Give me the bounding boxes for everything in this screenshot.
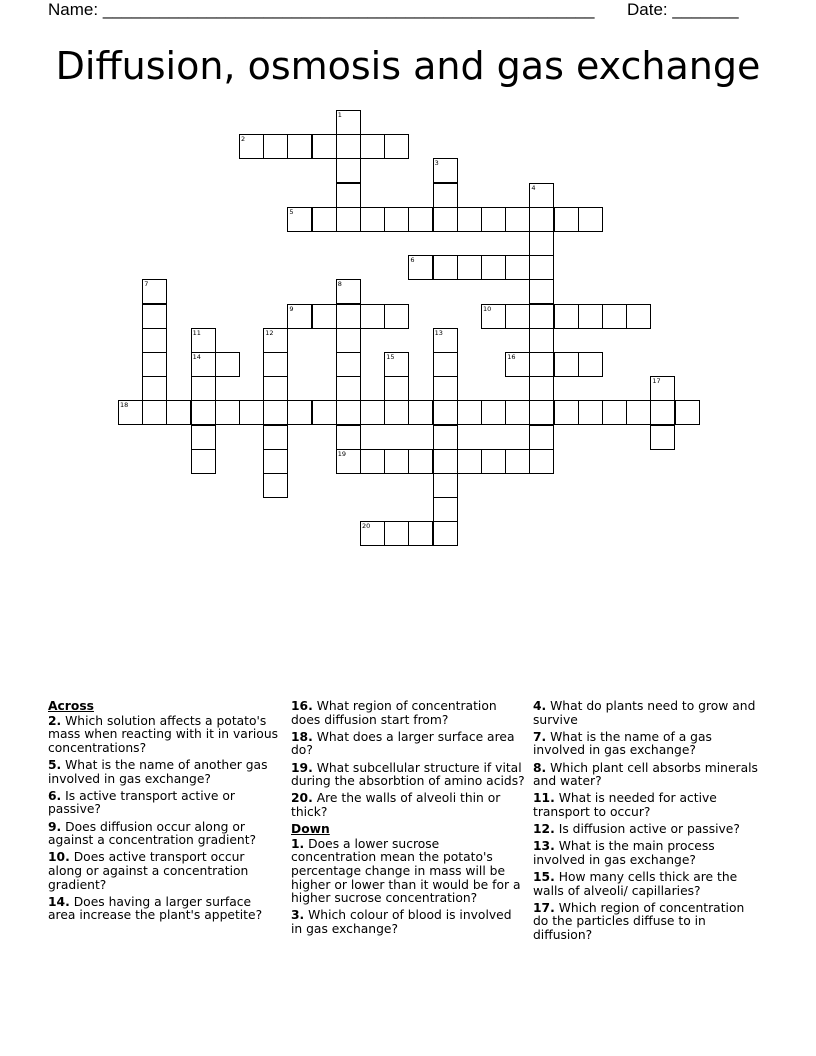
crossword-cell[interactable] [481,304,506,329]
clue-item [48,790,280,817]
clue-number-label: 10. [48,850,70,865]
crossword-cell[interactable] [263,400,288,425]
clue-item [533,823,761,837]
crossword-cell[interactable] [336,425,361,450]
clue-text: Does active transport occur along or against a concentration gradient? [48,850,249,892]
crossword-cell[interactable] [457,449,482,474]
clue-number: 17 [652,377,661,386]
across-heading: Across [48,699,94,713]
crossword-cell[interactable] [263,449,288,474]
clue-text: Are the walls of alveoli thin or thick? [291,791,501,819]
crossword-cell[interactable] [433,473,458,498]
clue-number: 1 [337,111,342,119]
crossword-cell[interactable] [336,376,361,401]
clue-number: 6 [410,256,415,265]
clue-number: 7 [144,280,149,289]
crossword-cell[interactable] [263,376,288,401]
crossword-cell[interactable] [481,400,506,425]
crossword-cell[interactable] [650,376,675,401]
crossword-cell[interactable] [433,521,458,546]
crossword-cell[interactable] [142,376,167,401]
clue-item [48,896,280,923]
clue-number: 15 [386,353,395,361]
crossword-cell[interactable] [360,207,385,232]
crossword-cell[interactable] [602,400,627,425]
crossword-cell[interactable] [384,400,409,425]
crossword-cell[interactable] [529,183,554,208]
clue-number-label: 18. [291,729,313,744]
crossword-cell[interactable] [433,352,458,377]
crossword-cell[interactable] [433,183,458,208]
clue-item [533,840,761,867]
clues-column-3 [533,700,761,946]
crossword-cell[interactable] [481,449,506,474]
crossword-cell[interactable] [675,400,700,425]
clue-item [291,838,525,906]
clue-number-label: 9. [48,819,62,834]
clue-number-label: 11. [533,791,555,806]
clue-number: 18 [120,401,129,410]
crossword-cell[interactable] [529,400,554,425]
crossword-cell[interactable] [142,400,167,425]
crossword-cell[interactable] [433,376,458,401]
clue-number: 14 [192,353,201,361]
crossword-cell[interactable] [408,521,433,546]
clue-number-label: 20. [291,791,313,806]
crossword-cell[interactable] [505,207,530,232]
crossword-cell[interactable] [336,134,361,159]
crossword-cell[interactable] [215,400,240,425]
clue-number-label: 6. [48,788,62,803]
crossword-cell[interactable] [384,352,409,377]
crossword-cell[interactable] [336,400,361,425]
crossword-cell[interactable] [529,255,554,280]
crossword-cell[interactable] [263,352,288,377]
crossword-cell[interactable] [336,110,361,135]
clue-text: Which plant cell absorbs minerals and water? [533,760,758,789]
crossword-cell[interactable] [481,255,506,280]
clue-item [533,700,761,727]
clue-number-label: 1. [291,836,305,851]
crossword-cell[interactable] [263,134,288,159]
crossword-cell[interactable] [602,304,627,329]
crossword-cell[interactable] [433,158,458,183]
clue-text: What do plants need to grow and survive [533,699,756,727]
crossword-cell[interactable] [505,449,530,474]
clue-text: What subcellular structure if vital during the absorbtion of amino acids? [291,760,525,789]
crossword-cell[interactable] [626,304,651,329]
crossword-cell[interactable] [529,449,554,474]
crossword-cell[interactable] [360,304,385,329]
clue-item [291,792,525,819]
clue-item [48,759,280,786]
clue-number-label: 19. [291,760,313,775]
crossword-cell[interactable] [578,352,603,377]
clue-number: 20 [362,522,371,531]
clue-number: 11 [192,328,201,337]
crossword-cell[interactable] [384,521,409,546]
crossword-cell[interactable] [384,449,409,474]
clue-item [291,762,525,789]
name-label: Name: [48,0,99,19]
crossword-cell[interactable] [529,328,554,353]
crossword-cell[interactable] [408,255,433,280]
clue-number-label: 17. [533,900,555,915]
crossword-cell[interactable] [408,207,433,232]
crossword-cell[interactable] [142,279,167,304]
crossword-cell[interactable] [384,376,409,401]
clue-number-label: 15. [533,870,555,885]
clue-text: What does a larger surface area do? [291,729,515,758]
clue-text: Which colour of blood is involved in gas exchange? [291,908,512,936]
clue-item [48,851,280,892]
crossword-cell[interactable] [578,207,603,232]
clue-item [291,700,525,727]
crossword-cell[interactable] [433,328,458,353]
crossword-cell[interactable] [408,449,433,474]
clue-item [533,902,761,943]
clue-number: 5 [289,207,294,216]
crossword-cell[interactable] [529,304,554,329]
crossword-cell[interactable] [336,183,361,208]
clue-text: Which region of concentration do the particles diffuse to in diffusion? [533,900,745,943]
crossword-cell[interactable] [239,400,264,425]
crossword-cell[interactable] [384,207,409,232]
clue-number-label: 3. [291,908,305,923]
crossword-cell[interactable] [481,207,506,232]
clue-number: 3 [434,159,439,168]
clue-item [533,792,761,819]
clue-number: 16 [507,353,516,361]
clue-number-label: 4. [533,699,547,713]
clue-number: 2 [241,135,246,144]
clue-item [533,762,761,789]
clue-number-label: 16. [291,699,313,713]
clue-text: What is the name of another gas involved in gas exchange? [48,757,268,786]
down-heading: Down [291,822,330,837]
crossword-cell[interactable] [360,521,385,546]
crossword-cell[interactable] [529,352,554,377]
crossword-cell[interactable] [287,304,312,329]
clue-text: Does having a larger surface area increase the plant's appetite? [48,894,263,923]
clue-number: 13 [434,328,443,337]
clue-text: What is the name of a gas involved in gas exchange? [533,729,712,758]
crossword-cell[interactable] [505,304,530,329]
crossword-cell[interactable] [457,400,482,425]
crossword-cell[interactable] [215,352,240,377]
clue-number: 10 [483,304,492,313]
crossword-cell[interactable] [505,255,530,280]
crossword-cell[interactable] [457,255,482,280]
crossword-cell[interactable] [433,449,458,474]
clue-number-label: 13. [533,839,555,854]
clue-text: Does a lower sucrose concentration mean the potato's percentage change in mass will be higher or lower than it would be for a higher sucrose concentration? [291,836,521,906]
crossword-cell[interactable] [336,328,361,353]
clue-number: 9 [289,304,294,313]
date-line[interactable]: _______ [672,0,739,19]
clues-column-2 [291,700,525,940]
crossword-cell[interactable] [191,376,216,401]
clue-number: 4 [531,183,536,192]
clue-text: How many cells thick are the walls of alveoli/ capillaries? [533,870,738,898]
crossword-cell[interactable] [408,400,433,425]
clue-text: Which solution affects a potato's mass when reacting with it in various concentrations? [48,713,279,755]
crossword-cell[interactable] [529,425,554,450]
crossword-cell[interactable] [336,304,361,329]
date-label: Date: [627,0,668,19]
crossword-cell[interactable] [312,207,337,232]
clues-column-1 [48,700,280,926]
name-line[interactable]: ____________________________________________________ [102,0,595,19]
crossword-cell[interactable] [578,400,603,425]
crossword-cell[interactable] [433,207,458,232]
crossword-cell[interactable] [554,352,579,377]
clue-item [48,715,280,756]
crossword-cell[interactable] [650,400,675,425]
crossword-cell[interactable] [384,134,409,159]
crossword-cell[interactable] [505,400,530,425]
clue-text: Does diffusion occur along or against a concentration gradient? [48,819,257,848]
crossword-cell[interactable] [191,400,216,425]
crossword-cell[interactable] [360,449,385,474]
crossword-cell[interactable] [312,134,337,159]
crossword-cell[interactable] [287,207,312,232]
clue-text: Is active transport active or passive? [48,788,235,817]
crossword-cell[interactable] [505,352,530,377]
clue-item [48,821,280,848]
crossword-cell[interactable] [360,134,385,159]
clue-number-label: 14. [48,894,70,909]
crossword-cell[interactable] [191,425,216,450]
crossword-cell[interactable] [336,158,361,183]
crossword-cell[interactable] [433,425,458,450]
crossword-cell[interactable] [360,400,385,425]
crossword-cell[interactable] [336,449,361,474]
clue-item [533,871,761,898]
clue-item [533,731,761,758]
crossword-cell[interactable] [529,279,554,304]
clue-text: What region of concentration does diffusion start from? [291,699,497,727]
clue-number: 12 [265,328,274,337]
crossword-cell[interactable] [336,207,361,232]
crossword-cell[interactable] [287,134,312,159]
crossword-cell[interactable] [263,328,288,353]
crossword-cell[interactable] [142,352,167,377]
crossword-cell[interactable] [287,400,312,425]
clue-text: What is needed for active transport to occur? [533,791,717,819]
crossword-cell[interactable] [336,279,361,304]
crossword-cell[interactable] [239,134,264,159]
crossword-cell[interactable] [529,376,554,401]
crossword-cell[interactable] [191,328,216,353]
crossword-cell[interactable] [433,497,458,522]
clue-number: 8 [337,280,342,289]
crossword-cell[interactable] [166,400,191,425]
crossword-cell[interactable] [142,328,167,353]
crossword-cell[interactable] [554,304,579,329]
clue-number-label: 7. [533,729,547,744]
page-title: Diffusion, osmosis and gas exchange [55,44,761,88]
clue-text: What is the main process involved in gas exchange? [533,839,715,867]
clue-text: Is diffusion active or passive? [554,822,740,837]
crossword-cell[interactable] [554,400,579,425]
crossword-cell[interactable] [263,425,288,450]
crossword-cell[interactable] [191,352,216,377]
clue-item [291,909,525,936]
crossword-cell[interactable] [626,400,651,425]
crossword-cell[interactable] [191,449,216,474]
crossword-cell[interactable] [142,304,167,329]
clue-item [291,731,525,758]
crossword-cell[interactable] [433,400,458,425]
crossword-cell[interactable] [118,400,143,425]
crossword-cell[interactable] [263,473,288,498]
crossword-cell[interactable] [457,207,482,232]
crossword-cell[interactable] [433,255,458,280]
crossword-cell[interactable] [554,207,579,232]
crossword-cell[interactable] [578,304,603,329]
clue-number-label: 8. [533,760,547,775]
crossword-cell[interactable] [650,425,675,450]
crossword-cell[interactable] [336,352,361,377]
clue-number-label: 12. [533,822,555,837]
clue-number: 19 [337,449,347,458]
crossword-cell[interactable] [312,400,337,425]
crossword-cell[interactable] [529,231,554,256]
crossword-cell[interactable] [312,304,337,329]
clue-number-label: 2. [48,713,62,728]
crossword-cell[interactable] [529,207,554,232]
crossword-cell[interactable] [384,304,409,329]
clue-number-label: 5. [48,757,62,772]
